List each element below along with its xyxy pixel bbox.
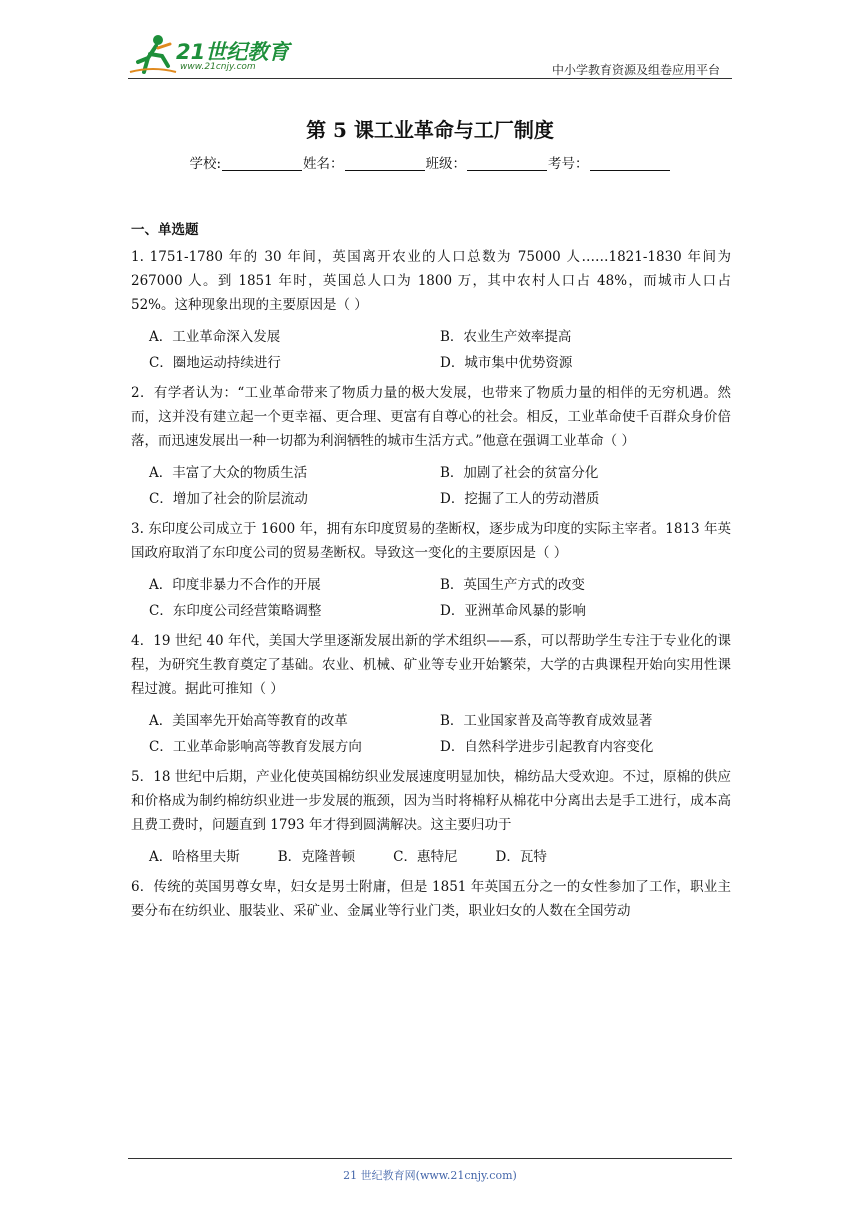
question-stem: 3. 东印度公司成立于 1600 年，拥有东印度贸易的垄断权，逐步成为印度的实际主宰者。1813 年英国政府取消了东印度公司的贸易垄断权。导致这一变化的主要原因是（ ） [131, 521, 731, 561]
name-blank[interactable] [345, 156, 425, 171]
option-d[interactable]: D．城市集中优势资源 [440, 355, 573, 371]
question-4 [131, 629, 731, 760]
page-title: 第 5 课工业革命与工厂制度 [306, 118, 554, 142]
option-c[interactable]: C．圈地运动持续进行 [149, 355, 281, 371]
option-c[interactable]: C．东印度公司经营策略调整 [149, 603, 322, 619]
question-2 [131, 381, 731, 512]
option-list [131, 844, 731, 870]
option-d[interactable]: D．自然科学进步引起教育内容变化 [440, 739, 654, 755]
option-b[interactable]: B．工业国家普及高等教育成效显著 [440, 713, 653, 729]
class-blank[interactable] [467, 156, 547, 171]
option-c[interactable]: C．惠特尼 [393, 849, 458, 865]
class-label: 班级： [425, 156, 467, 172]
student-info-line [0, 152, 860, 172]
runner-logo-icon [128, 32, 178, 76]
school-blank[interactable] [222, 156, 302, 171]
question-stem: 2．有学者认为：“工业革命带来了物质力量的极大发展，也带来了物质力量的相伴的无穷机遇。然而，这并没有建立起一个更幸福、更合理、更富有自尊心的社会。相反，工业革命使千百群众身价倍落，而迅速发展出一种一切都为利润牺牲的城市生活方式。”他意在强调工业革命（ ） [131, 385, 731, 449]
option-list [131, 324, 731, 376]
page-footer[interactable]: 21 世纪教育网(www.21cnjy.com) [128, 1158, 732, 1183]
option-a[interactable]: A．丰富了大众的物质生活 [149, 465, 308, 481]
option-d[interactable]: D．亚洲革命风暴的影响 [440, 603, 586, 619]
question-6 [131, 875, 731, 923]
option-a[interactable]: A．哈格里夫斯 [149, 849, 240, 865]
question-stem: 6．传统的英国男尊女卑，妇女是男士附庸，但是 1851 年英国五分之一的女性参加了工作，职业主要分布在纺织业、服装业、采矿业、金属业等行业门类，职业妇女的人数在全国劳动 [131, 879, 731, 919]
question-5 [131, 765, 731, 870]
question-stem: 1. 1751-1780 年的 30 年间，英国离开农业的人口总数为 75000 人……1821-1830 年间为 267000 人。到 1851 年时，英国总人口为 1800 万，其中农村人口占 48%，而城市人口占 52%。这种现象出现的主要原因是（ ） [131, 249, 731, 313]
option-list [131, 572, 731, 624]
option-b[interactable]: B．加剧了社会的贫富分化 [440, 465, 599, 481]
school-label: 学校: [189, 156, 222, 172]
option-a[interactable]: A．印度非暴力不合作的开展 [149, 577, 321, 593]
option-a[interactable]: A．工业革命深入发展 [149, 329, 281, 345]
question-list [131, 245, 731, 923]
logo-url: www.21cnjy.com [180, 62, 256, 72]
question-1 [131, 245, 731, 376]
option-c[interactable]: C．增加了社会的阶层流动 [149, 491, 308, 507]
option-list [131, 460, 731, 512]
option-b[interactable]: B．克隆普顿 [277, 849, 356, 865]
question-3 [131, 517, 731, 624]
option-c[interactable]: C．工业革命影响高等教育发展方向 [149, 739, 362, 755]
exam-no-label: 考号： [548, 156, 589, 172]
site-logo[interactable] [128, 32, 293, 76]
logo-text: 21世纪教育 [176, 40, 290, 64]
option-list [131, 708, 731, 760]
option-b[interactable]: B．农业生产效率提高 [440, 329, 572, 345]
page-header [128, 28, 732, 79]
question-stem: 5．18 世纪中后期，产业化使英国棉纺织业发展速度明显加快，棉纺品大受欢迎。不过，原棉的供应和价格成为制约棉纺织业进一步发展的瓶颈，因为当时将棉籽从棉花中分离出去是手工进行，成本高且费工费时，问题直到 1793 年才得到圆满解决。这主要归功于 [131, 769, 731, 833]
option-a[interactable]: A．美国率先开始高等教育的改革 [149, 713, 348, 729]
question-stem: 4．19 世纪 40 年代，美国大学里逐渐发展出新的学术组织——系，可以帮助学生专注于专业化的课程，为研究生教育奠定了基础。农业、机械、矿业等专业开始繁荣，大学的古典课程开始向实用性课程过渡。据此可推知（ ） [131, 633, 731, 697]
option-d[interactable]: D．瓦特 [495, 849, 547, 865]
section-heading: 一、单选题 [131, 222, 199, 238]
header-tagline: 中小学教育资源及组卷应用平台 [551, 63, 720, 77]
option-d[interactable]: D．挖掘了工人的劳动潜质 [440, 491, 600, 507]
option-b[interactable]: B．英国生产方式的改变 [440, 577, 585, 593]
name-label: 姓名： [303, 156, 344, 172]
exam-no-blank[interactable] [590, 156, 670, 171]
